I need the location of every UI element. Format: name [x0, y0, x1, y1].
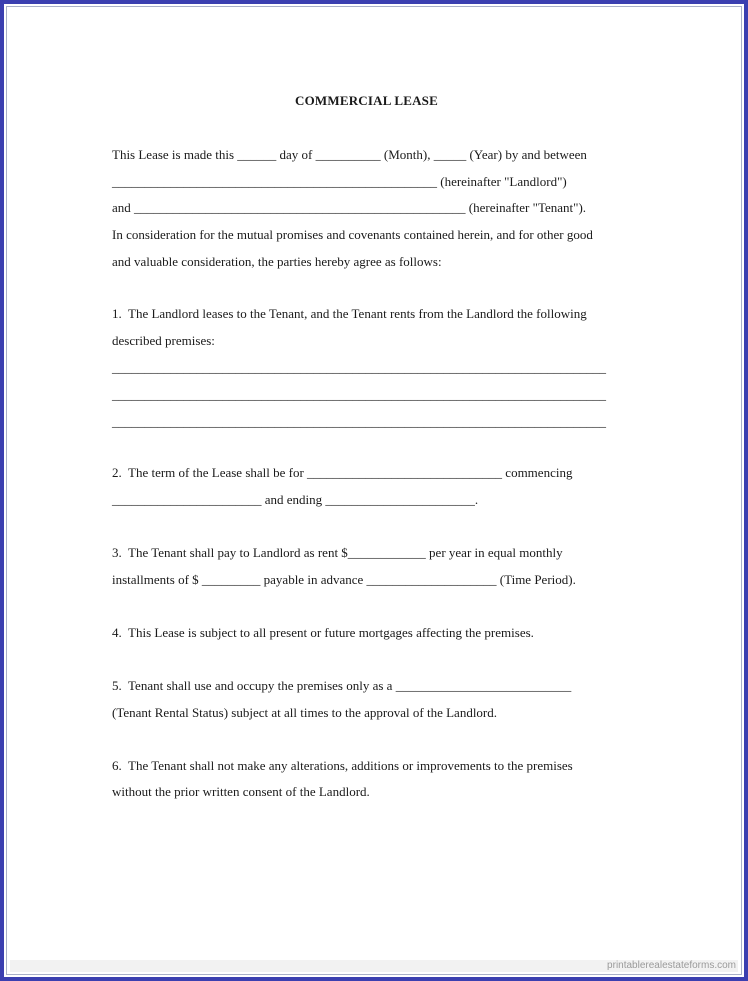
- clause-5-line-1: 5. Tenant shall use and occupy the premises only as a ___________________________: [112, 678, 572, 693]
- clause-5-line-2: (Tenant Rental Status) subject at all times to the approval of the Landlord.: [112, 705, 498, 720]
- clause-1-line-2: described premises:: [112, 333, 215, 348]
- premises-blank-1: ____________________________________________________________________________: [112, 360, 606, 375]
- site-watermark: printablerealestateforms.com: [607, 960, 736, 971]
- intro-line-1: This Lease is made this ______ day of __________ (Month), _____ (Year) by and between: [112, 147, 587, 162]
- clause-6-line-2: without the prior written consent of the Landlord.: [112, 784, 370, 799]
- premises-blank-3: ____________________________________________________________________________: [112, 414, 606, 429]
- intro-line-2: __________________________________________________ (hereinafter "Landlord"): [112, 174, 567, 189]
- intro-line-5: and valuable consideration, the parties hereby agree as follows:: [112, 254, 442, 269]
- intro-line-3: and ___________________________________________________ (hereinafter "Tenant").: [112, 200, 587, 215]
- premises-blank-2: ____________________________________________________________________________: [112, 387, 606, 402]
- clause-1-line-1: 1. The Landlord leases to the Tenant, and the Tenant rents from the Landlord the following: [112, 306, 587, 321]
- clause-4-line-1: 4. This Lease is subject to all present or future mortgages affecting the premises.: [112, 625, 534, 640]
- clause-3-line-2: installments of $ _________ payable in advance ____________________ (Time Period).: [112, 572, 576, 587]
- clause-6-line-1: 6. The Tenant shall not make any alterations, additions or improvements to the premises: [112, 758, 573, 773]
- document-title: COMMERCIAL LEASE: [295, 93, 438, 108]
- clause-2-line-1: 2. The term of the Lease shall be for ______________________________ commencing: [112, 465, 573, 480]
- clause-2-line-2: _______________________ and ending _______________________.: [112, 492, 479, 507]
- intro-line-4: In consideration for the mutual promises and covenants contained herein, and for other good: [112, 227, 593, 242]
- clause-3-line-1: 3. The Tenant shall pay to Landlord as rent $____________ per year in equal monthly: [112, 545, 563, 560]
